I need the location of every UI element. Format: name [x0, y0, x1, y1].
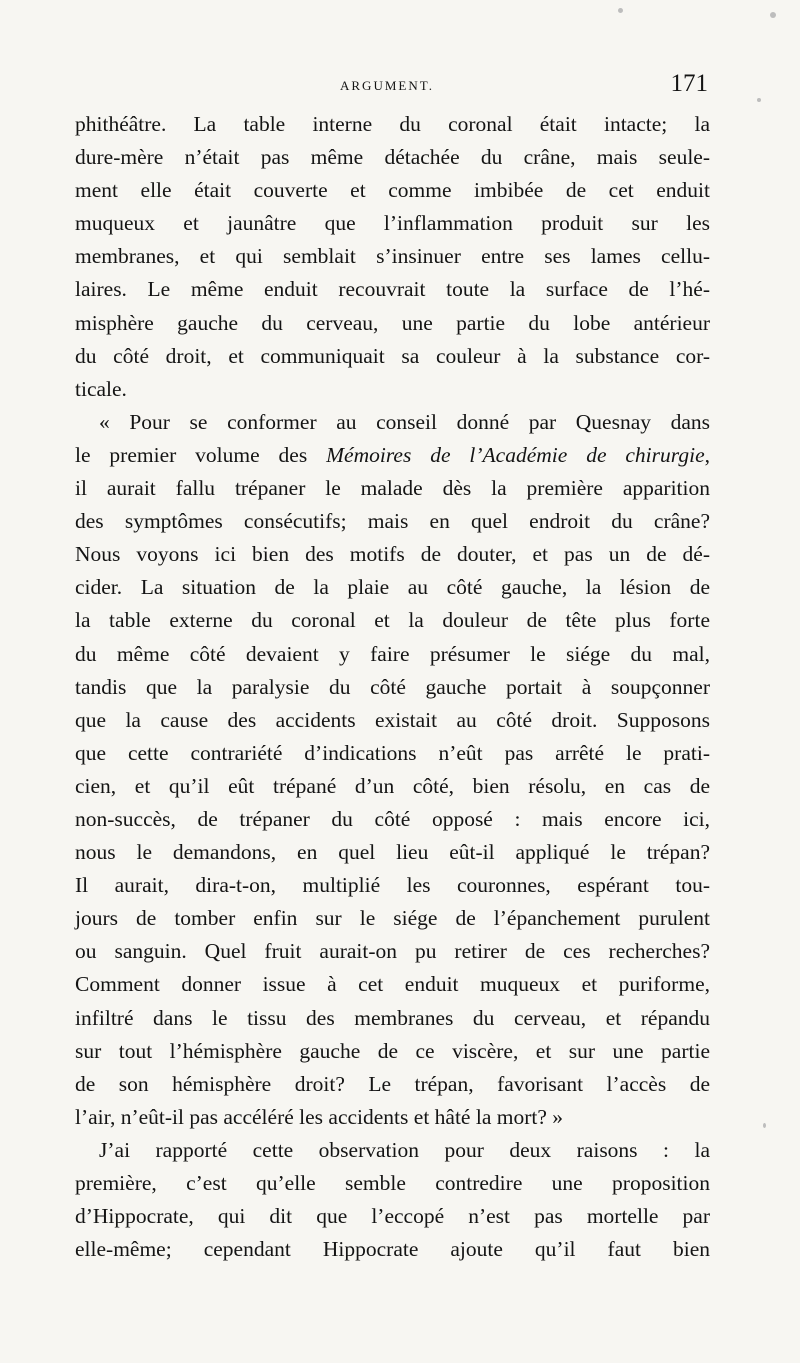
text-line: du côté droit, et communiquait sa couleur à la substance cor-	[75, 343, 710, 368]
running-title: ARGUMENT.	[340, 78, 434, 93]
text-line: Comment donner issue à cet enduit muqueux et puriforme,	[75, 972, 710, 997]
text-segment: le premier volume des	[75, 442, 327, 467]
text-line: Nous voyons ici bien des motifs de douter, et pas un de dé-	[75, 542, 710, 567]
text-line: il aurait fallu trépaner le malade dès la première apparition	[75, 476, 710, 501]
text-line: ou sanguin. Quel fruit aurait-on pu retirer de ces recherches?	[75, 939, 710, 964]
text-line: cider. La situation de la plaie au côté gauche, la lésion de	[75, 575, 710, 600]
italic-title: Mémoires de l’Académie de chirurgie	[326, 442, 705, 467]
text-line: sur tout l’hémisphère gauche de ce viscère, et sur une partie	[75, 1038, 710, 1063]
text-line: ticale.	[75, 376, 127, 401]
text-line: muqueux et jaunâtre que l’inflammation produit sur les	[75, 211, 710, 236]
text-line: dure-mère n’était pas même détachée du crâne, mais seule-	[75, 145, 710, 170]
text-line: nous le demandons, en quel lieu eût-il appliqué le trépan?	[75, 840, 710, 865]
text-line: tandis que la paralysie du côté gauche portait à soupçonner	[75, 674, 710, 699]
text-line: J’ai rapporté cette observation pour deux raisons : la	[99, 1137, 710, 1162]
text-line: elle-même; cependant Hippocrate ajoute qu’il faut bien	[75, 1237, 710, 1262]
text-line: que la cause des accidents existait au côté droit. Supposons	[75, 707, 710, 732]
text-line: la table externe du coronal et la douleur de tête plus forte	[75, 608, 710, 633]
text-line: « Pour se conformer au conseil donné par Quesnay dans	[99, 409, 710, 434]
text-line: phithéâtre. La table interne du coronal était intacte; la	[75, 112, 710, 136]
text-line: d’Hippocrate, qui dit que l’eccopé n’est pas mortelle par	[75, 1204, 710, 1229]
text-line: du même côté devaient y faire présumer le siége du mal,	[75, 641, 710, 666]
text-line: infiltré dans le tissu des membranes du cerveau, et répandu	[75, 1005, 710, 1030]
scan-speck	[757, 98, 761, 102]
text-line: ment elle était couverte et comme imbibée de cet enduit	[75, 178, 710, 203]
text-segment: ,	[704, 442, 710, 467]
text-line	[75, 439, 710, 472]
text-line: que cette contrariété d’indications n’eût pas arrêté le prati-	[75, 740, 710, 765]
text-line: première, c’est qu’elle semble contredire une proposition	[75, 1171, 710, 1195]
scan-speck	[763, 1123, 766, 1128]
body-text	[75, 108, 710, 1266]
scan-speck	[770, 12, 776, 18]
text-line: des symptômes consécutifs; mais en quel endroit du crâne?	[75, 509, 710, 534]
page-number: 171	[670, 70, 708, 97]
scan-speck	[618, 8, 623, 13]
text-line: jours de tomber enfin sur le siége de l’épanchement purulent	[75, 906, 710, 931]
text-line: l’air, n’eût-il pas accéléré les accidents et hâté la mort? »	[75, 1104, 564, 1129]
page-header	[72, 70, 712, 104]
text-line: Il aurait, dira-t-on, multiplié les couronnes, espérant tou-	[75, 873, 710, 898]
text-line: de son hémisphère droit? Le trépan, favorisant l’accès de	[75, 1071, 710, 1096]
text-line: cien, et qu’il eût trépané d’un côté, bien résolu, en cas de	[75, 773, 710, 798]
text-line: laires. Le même enduit recouvrait toute la surface de l’hé-	[75, 277, 710, 302]
text-line: non-succès, de trépaner du côté opposé : mais encore ici,	[75, 806, 710, 831]
text-line: misphère gauche du cerveau, une partie du lobe antérieur	[75, 310, 710, 335]
text-line: membranes, et qui semblait s’insinuer entre ses lames cellu-	[75, 244, 710, 269]
